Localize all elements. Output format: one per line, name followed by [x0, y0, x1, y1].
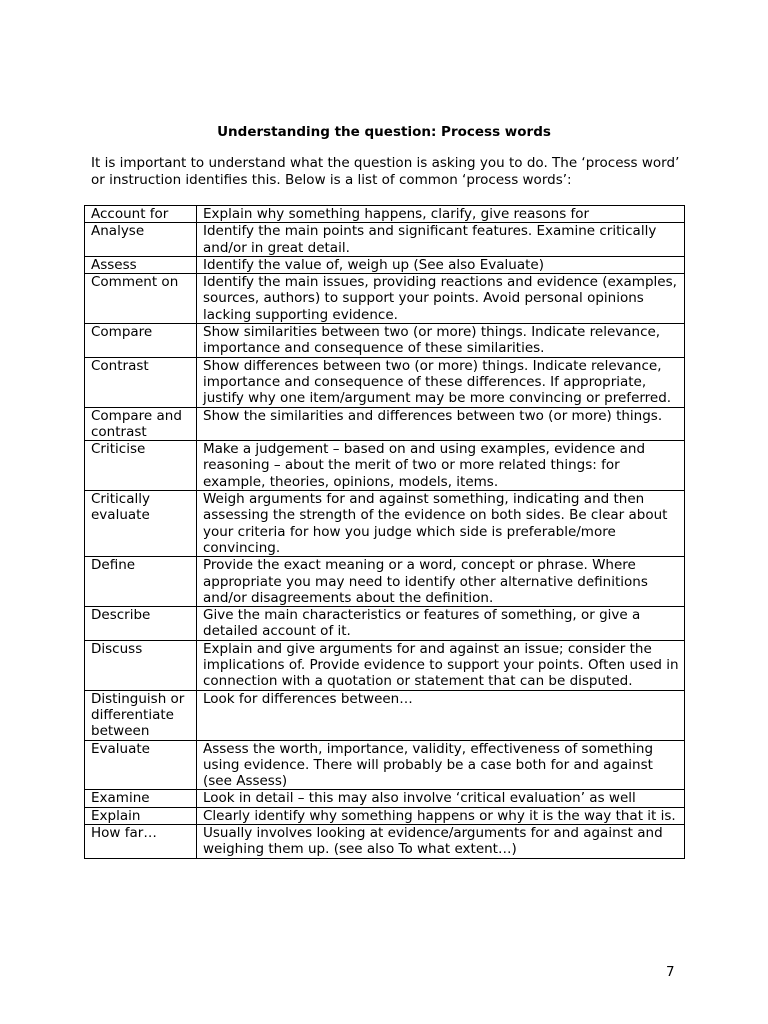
- table-row: [85, 807, 685, 824]
- definition-cell: Provide the exact meaning or a word, concept or phrase. Where appropriate you may need to identify other alternative definitions and/or disagreements about the definition.: [197, 557, 685, 607]
- term-cell: Compare and contrast: [85, 407, 197, 441]
- table-row: [85, 690, 685, 740]
- term-cell: Explain: [85, 807, 197, 824]
- table-row: [85, 607, 685, 641]
- definition-cell: Look for differences between…: [197, 690, 685, 740]
- term-cell: Critically evaluate: [85, 491, 197, 557]
- term-cell: Analyse: [85, 223, 197, 257]
- definition-cell: Look in detail – this may also involve ‘critical evaluation’ as well: [197, 790, 685, 807]
- term-cell: Criticise: [85, 441, 197, 491]
- definition-cell: Explain why something happens, clarify, give reasons for: [197, 206, 685, 223]
- table-row: [85, 407, 685, 441]
- term-cell: Examine: [85, 790, 197, 807]
- term-cell: Assess: [85, 256, 197, 273]
- definition-cell: Identify the value of, weigh up (See also Evaluate): [197, 256, 685, 273]
- table-row: [85, 491, 685, 557]
- definition-cell: Show differences between two (or more) things. Indicate relevance, importance and consequence of these differences. If appropriate, justify why one item/argument may be more convincing or preferred.: [197, 357, 685, 407]
- table-row: [85, 441, 685, 491]
- intro-paragraph: It is important to understand what the question is asking you to do. The ‘process word’ or instruction identifies this. Below is a list of common ‘process words’:: [91, 155, 680, 188]
- definition-cell: Identify the main points and significant features. Examine critically and/or in great detail.: [197, 223, 685, 257]
- definition-cell: Show similarities between two (or more) things. Indicate relevance, importance and consequence of these similarities.: [197, 324, 685, 358]
- definition-cell: Clearly identify why something happens or why it is the way that it is.: [197, 807, 685, 824]
- table-row: [85, 223, 685, 257]
- term-cell: How far…: [85, 824, 197, 858]
- table-row: [85, 256, 685, 273]
- term-cell: Contrast: [85, 357, 197, 407]
- page-number: 7: [666, 964, 675, 980]
- table-row: [85, 640, 685, 690]
- term-cell: Discuss: [85, 640, 197, 690]
- table-row: [85, 557, 685, 607]
- term-cell: Distinguish or differentiate between: [85, 690, 197, 740]
- definition-cell: Show the similarities and differences between two (or more) things.: [197, 407, 685, 441]
- definition-cell: Usually involves looking at evidence/arguments for and against and weighing them up. (see also To what extent…): [197, 824, 685, 858]
- process-words-table: [84, 205, 685, 859]
- term-cell: Comment on: [85, 274, 197, 324]
- table-row: [85, 740, 685, 790]
- document-title: Understanding the question: Process words: [217, 124, 551, 140]
- definition-cell: Assess the worth, importance, validity, effectiveness of something using evidence. There will probably be a case both for and against (see Assess): [197, 740, 685, 790]
- term-cell: Describe: [85, 607, 197, 641]
- term-cell: Evaluate: [85, 740, 197, 790]
- table-row: [85, 206, 685, 223]
- table-row: [85, 790, 685, 807]
- table-row: [85, 357, 685, 407]
- table-row: [85, 324, 685, 358]
- term-cell: Compare: [85, 324, 197, 358]
- definition-cell: Weigh arguments for and against something, indicating and then assessing the strength of the evidence on both sides. Be clear about your criteria for how you judge which side is preferable/more convincing.: [197, 491, 685, 557]
- table-row: [85, 824, 685, 858]
- term-cell: Define: [85, 557, 197, 607]
- definition-cell: Make a judgement – based on and using examples, evidence and reasoning – about the merit of two or more related things: for example, theories, opinions, models, items.: [197, 441, 685, 491]
- definition-cell: Give the main characteristics or features of something, or give a detailed account of it.: [197, 607, 685, 641]
- definition-cell: Explain and give arguments for and against an issue; consider the implications of. Provide evidence to support your points. Often used in connection with a quotation or statement that can be disputed.: [197, 640, 685, 690]
- term-cell: Account for: [85, 206, 197, 223]
- table-row: [85, 274, 685, 324]
- definition-cell: Identify the main issues, providing reactions and evidence (examples, sources, authors) to support your points. Avoid personal opinions lacking supporting evidence.: [197, 274, 685, 324]
